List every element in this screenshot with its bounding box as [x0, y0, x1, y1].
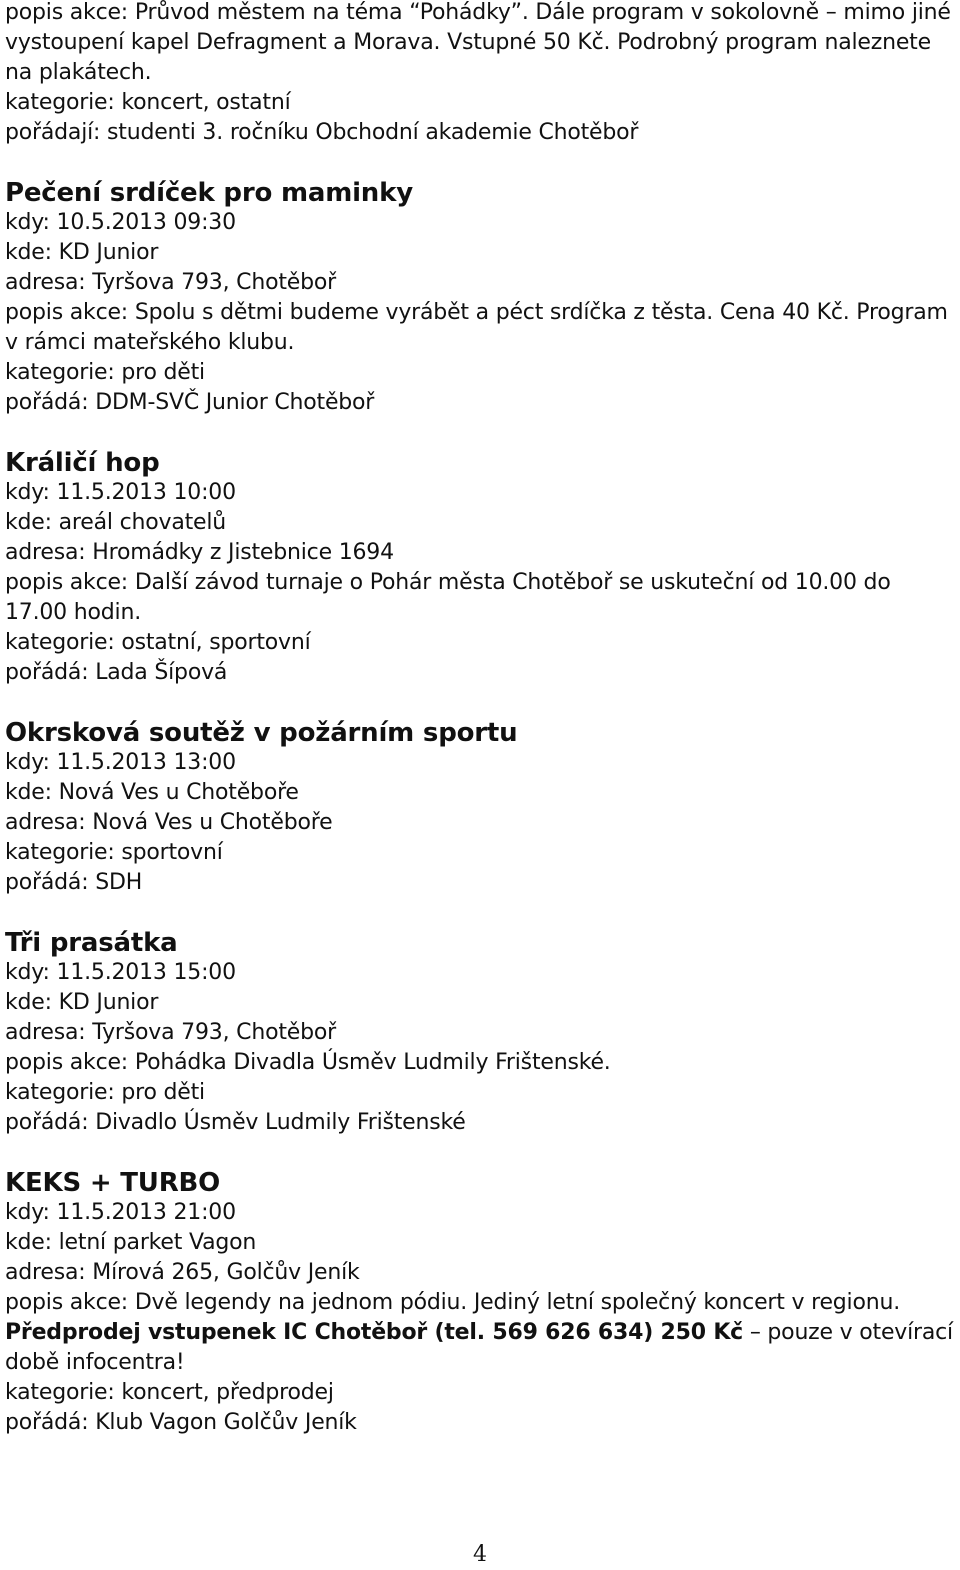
event-category: kategorie: pro děti [5, 1080, 205, 1105]
event-organizer: pořádá: Divadlo Úsměv Ludmily Frištenské [5, 1110, 466, 1135]
event-block [5, 178, 957, 418]
event-address: adresa: Tyršova 793, Chotěboř [5, 270, 336, 295]
event-description [5, 1288, 957, 1378]
event-date: kdy: 11.5.2013 10:00 [5, 480, 236, 505]
description-text: popis akce: Dvě legendy na jednom pódiu. Jediný letní společný koncert v regionu. [5, 1290, 901, 1315]
presale-info: Předprodej vstupenek IC Chotěboř (tel. 569 626 634) 250 Kč [5, 1320, 744, 1345]
event-title: Tři prasátka [5, 928, 178, 958]
event-category: kategorie: koncert, ostatní [5, 90, 291, 115]
event-description: popis akce: Pohádka Divadla Úsměv Ludmily Frištenské. [5, 1050, 611, 1075]
event-date: kdy: 11.5.2013 21:00 [5, 1200, 236, 1225]
event-date: kdy: 10.5.2013 09:30 [5, 210, 236, 235]
event-organizer: pořádá: Klub Vagon Golčův Jeník [5, 1410, 357, 1435]
intro-event [5, 0, 957, 148]
event-venue: kde: KD Junior [5, 990, 159, 1015]
event-address: adresa: Mírová 265, Golčův Jeník [5, 1260, 360, 1285]
event-title: KEKS + TURBO [5, 1168, 221, 1198]
event-organizer: pořádá: SDH [5, 870, 143, 895]
presale-note: – pouze v otevírací době infocentra! [5, 1320, 953, 1375]
event-description: popis akce: Průvod městem na téma “Pohádky”. Dále program v sokolovně – mimo jiné vystoupení kapel Defragment a Morava. Vstupné 50 Kč. Podrobný program naleznete na plakátech. [5, 0, 951, 85]
event-title: Okrsková soutěž v požárním sportu [5, 718, 518, 748]
event-category: kategorie: ostatní, sportovní [5, 630, 311, 655]
event-organizer: pořádá: DDM-SVČ Junior Chotěboř [5, 390, 375, 415]
event-venue: kde: Nová Ves u Chotěboře [5, 780, 299, 805]
event-address: adresa: Nová Ves u Chotěboře [5, 810, 333, 835]
event-address: adresa: Hromádky z Jistebnice 1694 [5, 540, 394, 565]
event-venue: kde: KD Junior [5, 240, 159, 265]
event-date: kdy: 11.5.2013 13:00 [5, 750, 236, 775]
event-address: adresa: Tyršova 793, Chotěboř [5, 1020, 336, 1045]
event-organizer: pořádá: Lada Šípová [5, 660, 228, 685]
event-block [5, 928, 957, 1138]
event-category: kategorie: koncert, předprodej [5, 1380, 334, 1405]
event-venue: kde: letní parket Vagon [5, 1230, 257, 1255]
event-description: popis akce: Spolu s dětmi budeme vyrábět a péct srdíčka z těsta. Cena 40 Kč. Program v rámci mateřského klubu. [5, 300, 948, 355]
page-number: 4 [473, 1542, 487, 1567]
event-block [5, 448, 957, 688]
event-title: Pečení srdíček pro maminky [5, 178, 413, 208]
event-category: kategorie: pro děti [5, 360, 205, 385]
event-organizer: pořádají: studenti 3. ročníku Obchodní akademie Chotěboř [5, 120, 639, 145]
event-block [5, 718, 957, 898]
document-page [5, 0, 957, 1438]
event-category: kategorie: sportovní [5, 840, 223, 865]
event-venue: kde: areál chovatelů [5, 510, 227, 535]
event-date: kdy: 11.5.2013 15:00 [5, 960, 236, 985]
event-title: Králičí hop [5, 448, 160, 478]
event-block [5, 1168, 957, 1438]
event-description: popis akce: Další závod turnaje o Pohár města Chotěboř se uskuteční od 10.00 do 17.00 hodin. [5, 570, 891, 625]
